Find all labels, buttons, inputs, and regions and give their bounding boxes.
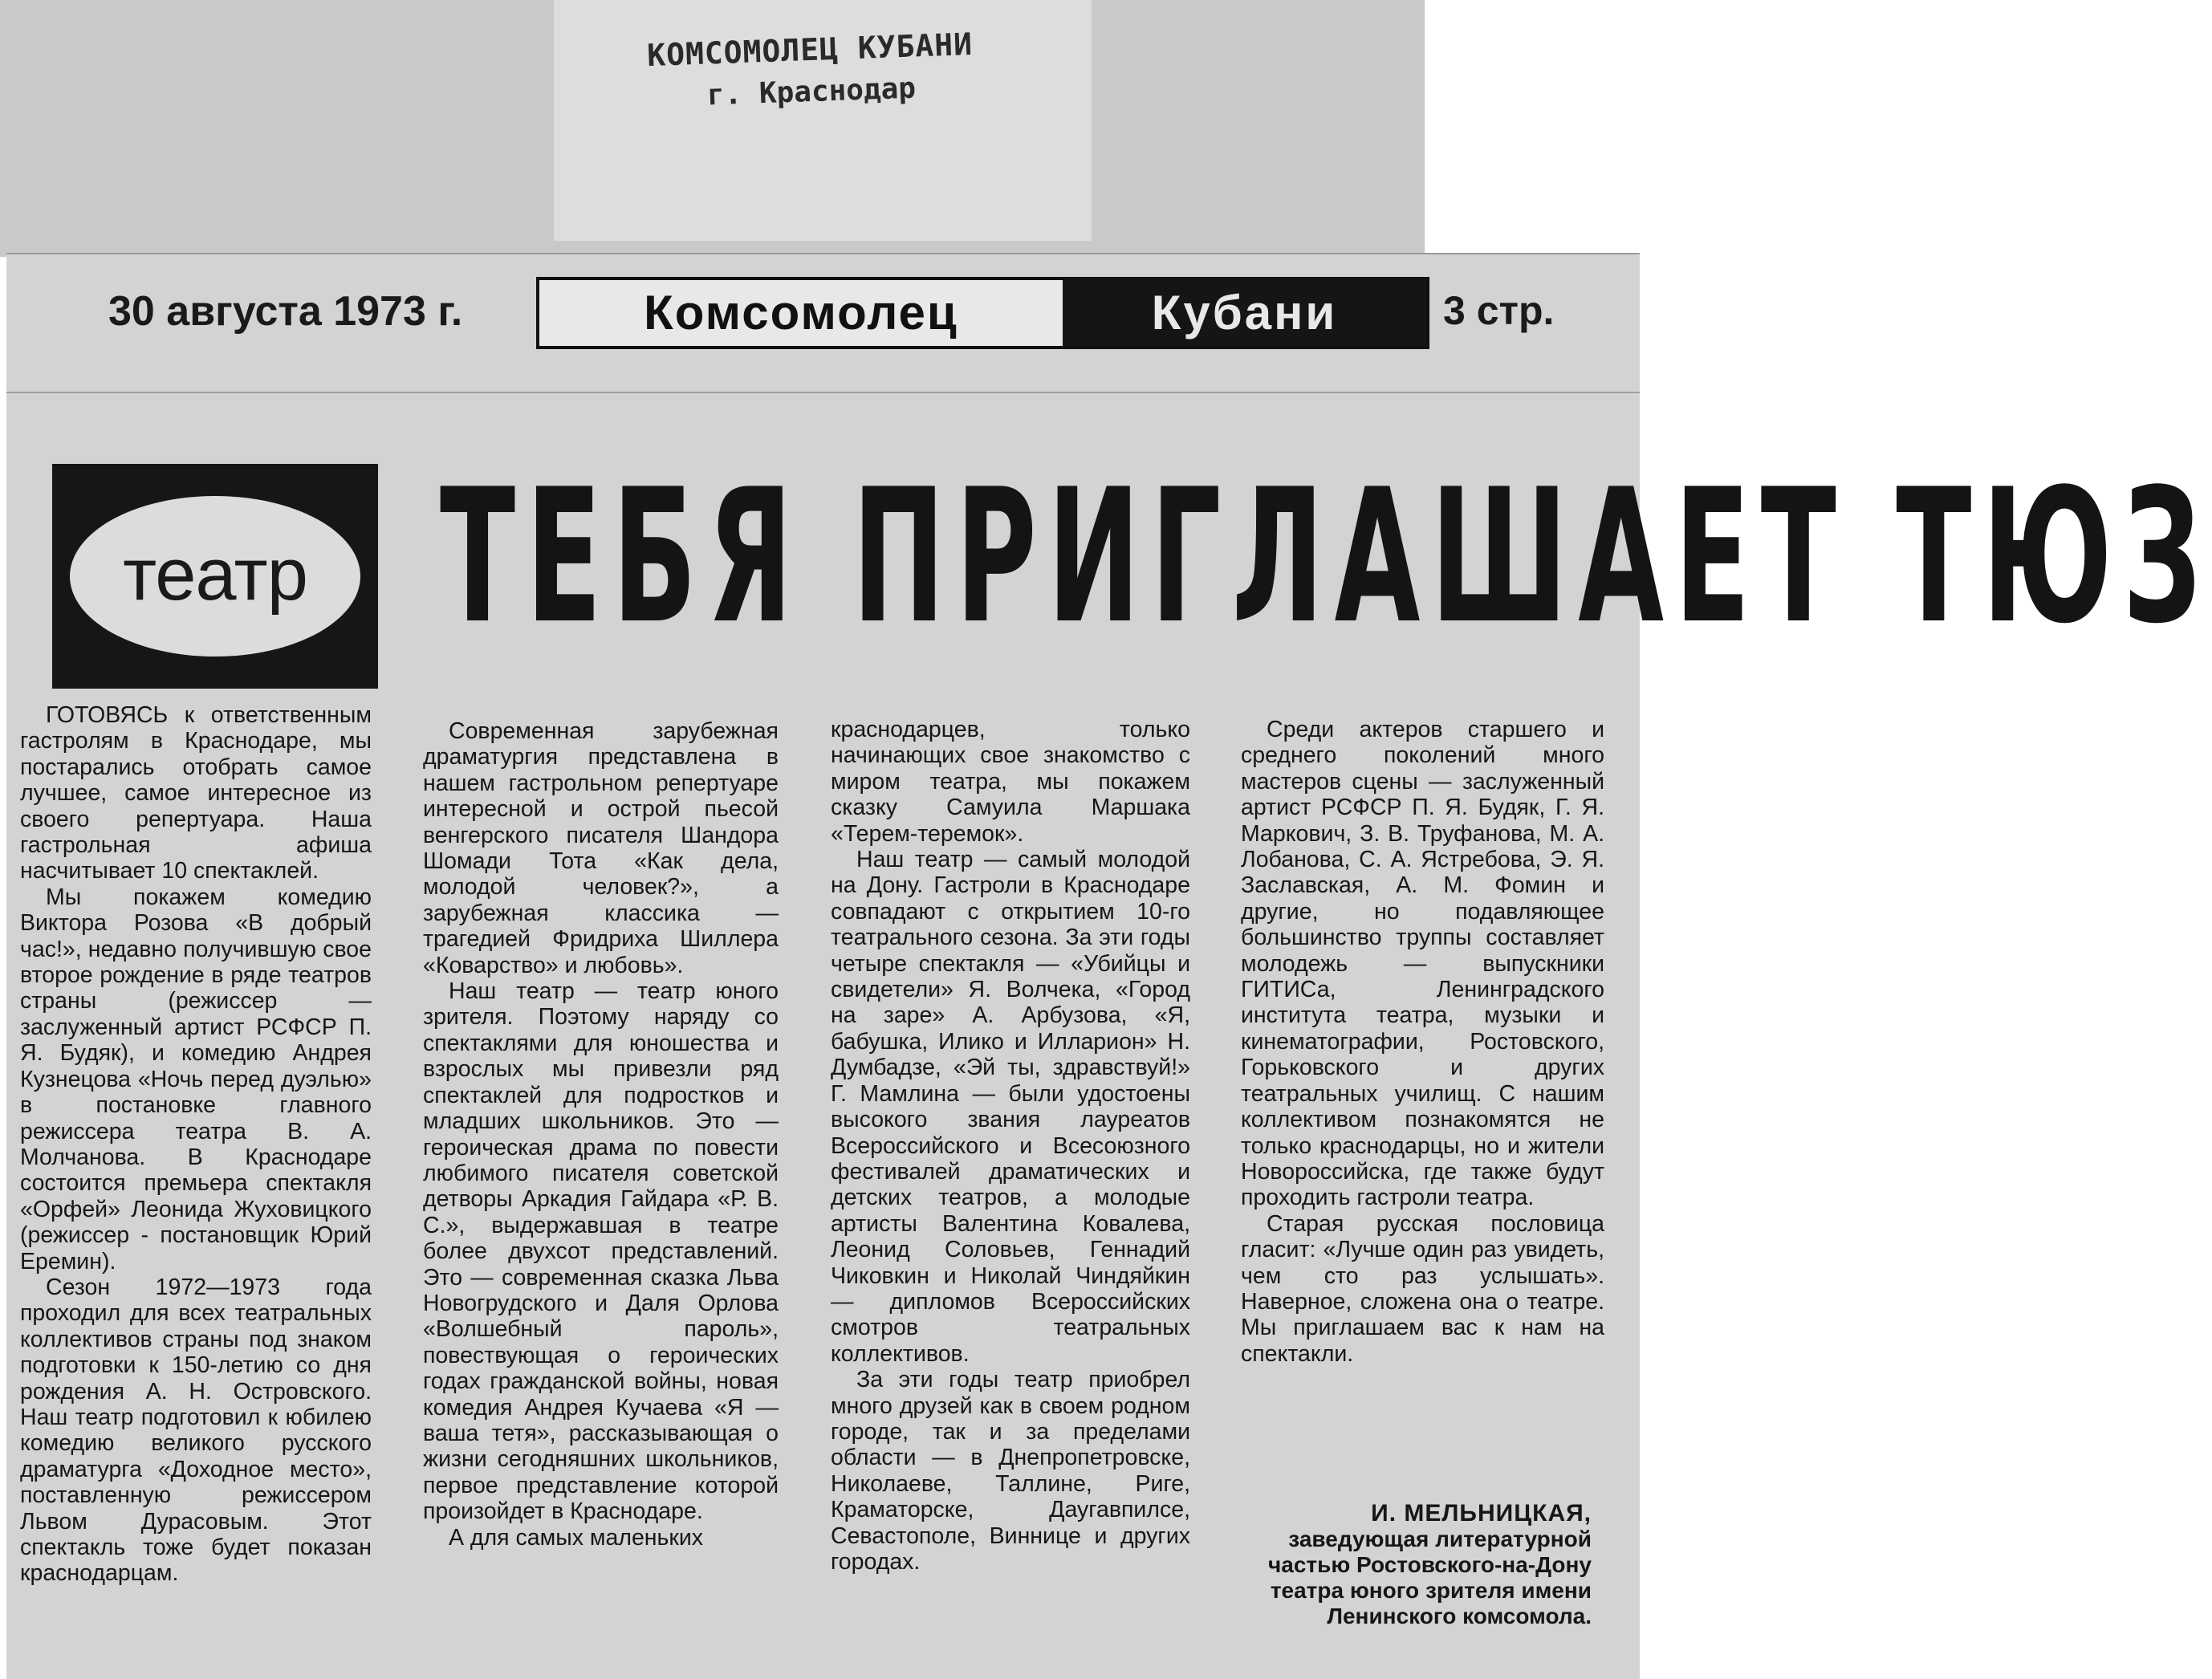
paragraph: Наш театр — самый молодой на Дону. Гастроли в Краснодаре совпадают с открытием 10-го театрального сезона. За эти годы четыре спектакля — «Убийцы и свидетели» Я. Волчека, «Город на заре» А. Арбузова, «Я, бабушка, Илико и Илларион» Н. Думбадзе, «Эй ты, здравствуй!» Г. Мамлина — были удостоены высокого звания лауреатов Всероссийского и Всесоюзного фестивалей драматических и детских театров, а молодые артисты Валентина Ковалева, Леонид Соловьев, Геннадий Чиковкин и Николай Чиндяйкин — дипломов Всероссийских смотров театральных коллективов. <box>831 847 1190 1367</box>
masthead <box>536 277 1429 349</box>
article-column-2 <box>423 718 779 1551</box>
paragraph: А для самых маленьких <box>449 1524 704 1551</box>
paragraph: Среди актеров старшего и среднего поколений много мастеров сцены — заслуженный артист РСФСР П. Я. Будяк, Г. Я. Маркович, З. В. Труфанова, М. А. Лобанова, С. А. Ястребова, Э. Я. Заславская, А. М. Фомин и другие, но подавляющее большинство труппы составляет молодежь — выпускники ГИТИСа, Ленинградского института театра, музыки и кинематографии, Ростовского, Горьковского и других театральных училищ. С нашим коллективом познакомятся не только краснодарцы, но и жители Новороссийска, где также будут проходить гастроли театра. <box>1241 717 1604 1211</box>
paragraph: ГОТОВЯСЬ к ответственным гастролям в Краснодаре, мы постарались отобрать самое лучшее, самое интересное из своего репертуара. Наша гастрольная афиша насчитывает 10 спектаклей. <box>20 702 372 884</box>
paragraph: Наш театр — театр юного зрителя. Поэтому наряду со спектаклями для юношества и взрослых мы привезли ряд спектаклей для подростков и младших школьников. Это — героическая драма по повести любимого писателя советской детворы Аркадия Гайдара «Р. В. С.», выдержавшая в театре более двухсот представлений. Это — современная сказка Льва Новогрудского и Даля Орлова «Волшебный пароль», повествующая о героических годах гражданской войны, новая комедия Андрея Кучаева «Я — ваша тетя», рассказывающая о жизни сегодняшних школьников, первое представление которой произойдет в Краснодаре. <box>423 978 779 1525</box>
archive-stamp <box>593 25 1029 116</box>
rubric-logo <box>52 464 378 689</box>
article-column-4 <box>1241 717 1604 1367</box>
article-column-1 <box>20 702 372 1587</box>
paragraph: Мы покажем комедию Виктора Розова «В добрый час!», недавно получившую свое второе рождение в ряде театров страны (режиссер — заслуженный артист РСФСР П. Я. Будяк), и комедию Андрея Кузнецова «Ночь перед дуэлью» в постановке главного режиссера театра В. А. Молчанова. В Краснодаре состоится премьера спектакля «Орфей» Леонида Жуховицкого (режиссер - постановщик Юрий Еремин). <box>20 884 372 1274</box>
page-number: 3 стр. <box>1443 288 1555 333</box>
masthead-left: Комсомолец <box>644 286 958 339</box>
stamp-line-2: г. Краснодар <box>706 71 917 112</box>
issue-date: 30 августа 1973 г. <box>108 288 463 335</box>
headline: ТЕБЯ ПРИГЛАШАЕТ ТЮЗ <box>440 450 2212 665</box>
author-role: заведующая литературной частью Ростовского-на-Дону театра юного зрителя имени Ленинского комсомола. <box>1268 1527 1592 1628</box>
article-column-3 <box>831 717 1190 1575</box>
author-signature <box>1267 1501 1592 1629</box>
header-rule <box>6 392 1640 393</box>
author-name: И. МЕЛЬНИЦКАЯ, <box>1371 1500 1592 1527</box>
stamp-line-1: КОМСОМОЛЕЦ КУБАНИ <box>646 26 974 74</box>
masthead-right: Кубани <box>1063 280 1426 346</box>
rubric-text: театр <box>123 534 307 616</box>
paragraph: Сезон 1972—1973 года проходил для всех театральных коллективов страны под знаком подготовки к 150-летию со дня рождения А. Н. Островского. Наш театр подготовил к юбилею комедию великого русского драматурга «Доходное место», поставленную режиссером Львом Дурасовым. Этот спектакль тоже будет показан краснодарцам. <box>20 1274 372 1587</box>
paragraph: краснодарцев, только начинающих свое знакомство с миром театра, мы покажем сказку Самуила Маршака «Терем-теремок». <box>831 717 1190 847</box>
paragraph: Старая русская пословица гласит: «Лучше один раз увидеть, чем сто раз услышать». Наверное, сложена она о театре. Мы приглашаем вас к нам на спектакли. <box>1241 1210 1604 1367</box>
paragraph: За эти годы театр приобрел много друзей как в своем родном городе, так и за пределами области — в Днепропетровске, Николаеве, Таллине, Риге, Краматорске, Даугавпилсе, Севастополе, Виннице и других городах. <box>831 1367 1190 1575</box>
paragraph: Современная зарубежная драматургия представлена в нашем гастрольном репертуаре интересной и острой пьесой венгерского писателя Шандора Шомади Тота «Как дела, молодой человек?», а зарубежная классика — трагедией Фридриха Шиллера «Коварство» и любовь». <box>423 718 779 978</box>
